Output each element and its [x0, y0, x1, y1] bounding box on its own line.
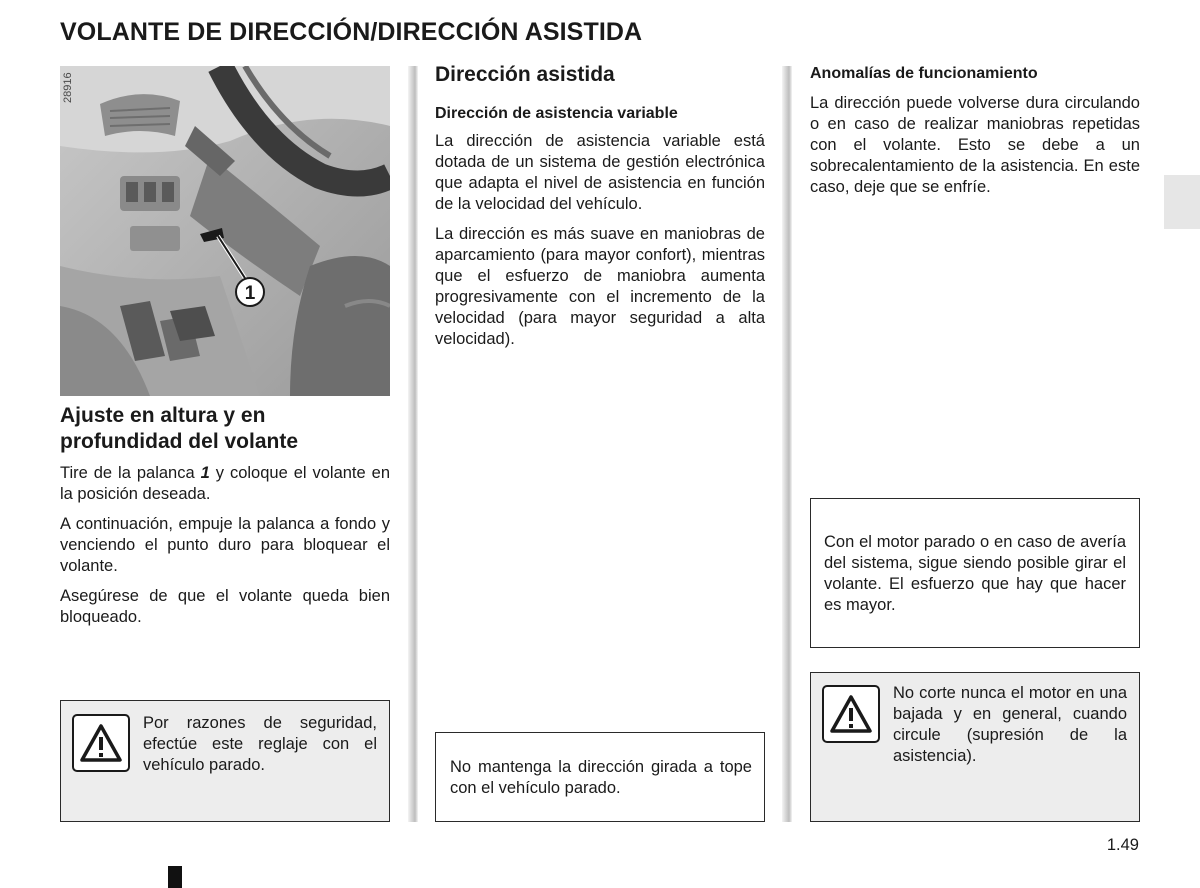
- paragraph-push-lever: A continuación, empuje la palanca a fondo y venciendo el punto duro para bloquear el volante.: [60, 515, 390, 575]
- steering-column-illustration: [60, 66, 390, 396]
- paragraph-malfunctions: La dirección puede volverse dura circulando o en caso de realizar maniobras repetidas con el volante. Esto se debe a un sobrecalentamiento de la asistencia. En este caso, deje que se enfríe.: [810, 94, 1140, 196]
- right-column: [810, 64, 1140, 198]
- note-text-engine-stopped: Con el motor parado o en caso de avería del sistema, sigue siendo posible girar el volante. El esfuerzo que hay que hacer es mayor.: [824, 533, 1126, 614]
- warning-text-safety: Por razones de seguridad, efectúe este reglaje con el vehículo parado.: [143, 714, 377, 774]
- note-text-no-full-lock: No mantenga la dirección girada a tope con el vehículo parado.: [450, 758, 752, 797]
- left-column: [60, 403, 390, 628]
- warning-triangle-icon: [822, 685, 880, 743]
- print-mark: [168, 866, 182, 888]
- page-number: 1.49: [1106, 836, 1139, 854]
- paragraph-text: Tire de la palanca: [60, 464, 201, 482]
- steering-adjust-figure: [60, 66, 390, 396]
- middle-column: [435, 62, 765, 350]
- note-box-no-full-lock: [435, 732, 765, 822]
- column-separator-left: [408, 66, 418, 822]
- section-heading-steering-adjust: [60, 403, 390, 455]
- note-box-engine-stopped: [810, 498, 1140, 648]
- paragraph-text: y coloque el volante en la posición deseada.: [60, 464, 390, 503]
- warning-triangle-icon: [72, 714, 130, 772]
- section-thumb-tab: [1164, 175, 1200, 229]
- lever-reference: 1: [200, 464, 210, 482]
- paragraph-check-locked: Asegúrese de que el volante queda bien bloqueado.: [60, 587, 390, 626]
- paragraph-variable-assist: La dirección de asistencia variable está dotada de un sistema de gestión electrónica que adapta el nivel de asistencia en función de la velocidad del vehículo.: [435, 132, 765, 213]
- subheading-malfunctions: Anomalías de funcionamiento: [810, 65, 1038, 82]
- section-heading-power-steering: Dirección asistida: [435, 63, 615, 86]
- warning-box-engine-off: [810, 672, 1140, 822]
- paragraph-pull-lever: [60, 463, 390, 505]
- figure-number: 28916: [62, 72, 74, 104]
- page-title: VOLANTE DE DIRECCIÓN/DIRECCIÓN ASISTIDA: [60, 18, 643, 46]
- subheading-variable-assist: Dirección de asistencia variable: [435, 105, 678, 122]
- paragraph-softer-steering: La dirección es más suave en maniobras de aparcamiento (para mayor confort), mientras que el esfuerzo de maniobra aumenta progresivamente con el incremento de la velocidad (para mayor seguridad a alta velocidad).: [435, 225, 765, 348]
- column-separator-right: [782, 66, 792, 822]
- heading-line-2: profundidad del volante: [60, 430, 299, 453]
- heading-line-1: Ajuste en altura y en: [60, 404, 266, 427]
- warning-text-engine-off: No corte nunca el motor en una bajada y en general, cuando circule (supresión de la asistencia).: [893, 684, 1127, 765]
- callout-label: 1: [244, 283, 256, 304]
- warning-box-safety: [60, 700, 390, 822]
